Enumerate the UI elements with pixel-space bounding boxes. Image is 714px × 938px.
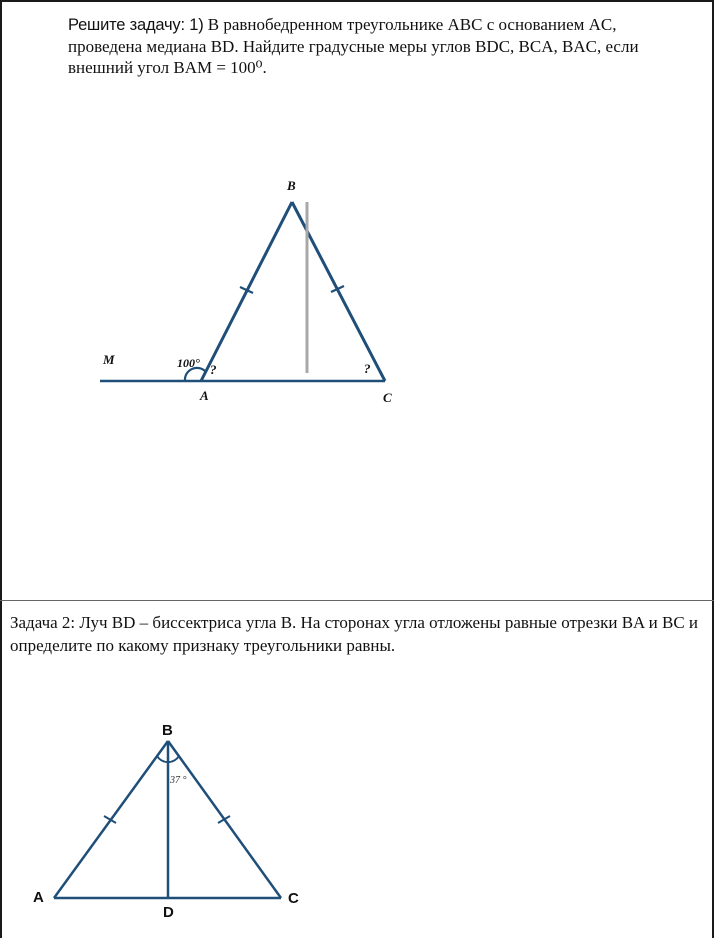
- figure-2: [33, 722, 299, 921]
- task-1-lead: Решите задачу: 1): [68, 16, 204, 34]
- angle-a-unknown: ?: [210, 362, 217, 377]
- label-d-2: D: [163, 904, 174, 921]
- section-divider: [0, 600, 714, 601]
- figure-1: [100, 178, 392, 405]
- angle-c-unknown: ?: [364, 361, 371, 376]
- label-c: C: [383, 390, 392, 405]
- label-a: A: [200, 388, 209, 403]
- task-1-text: В равнобедренном треугольнике ABC с основанием AC, проведена медиана BD. Найдите градусные меры углов BDC, BCA, BAC, если внешний угол BAM = 100⁰.: [68, 15, 639, 77]
- label-b-2: B: [162, 722, 173, 739]
- exterior-angle-value: 100°: [177, 356, 200, 370]
- task-2-statement: Задача 2: Луч BD – биссектриса угла B. На сторонах угла отложены равные отрезки BA и BC и определите по какому признаку треугольники равны.: [10, 613, 699, 655]
- label-c-2: C: [288, 890, 299, 907]
- angle-value-2: 37 °: [170, 775, 187, 786]
- label-a-2: A: [33, 889, 44, 906]
- label-m: M: [103, 352, 115, 367]
- side-ab: [201, 202, 292, 381]
- label-b: B: [287, 178, 296, 193]
